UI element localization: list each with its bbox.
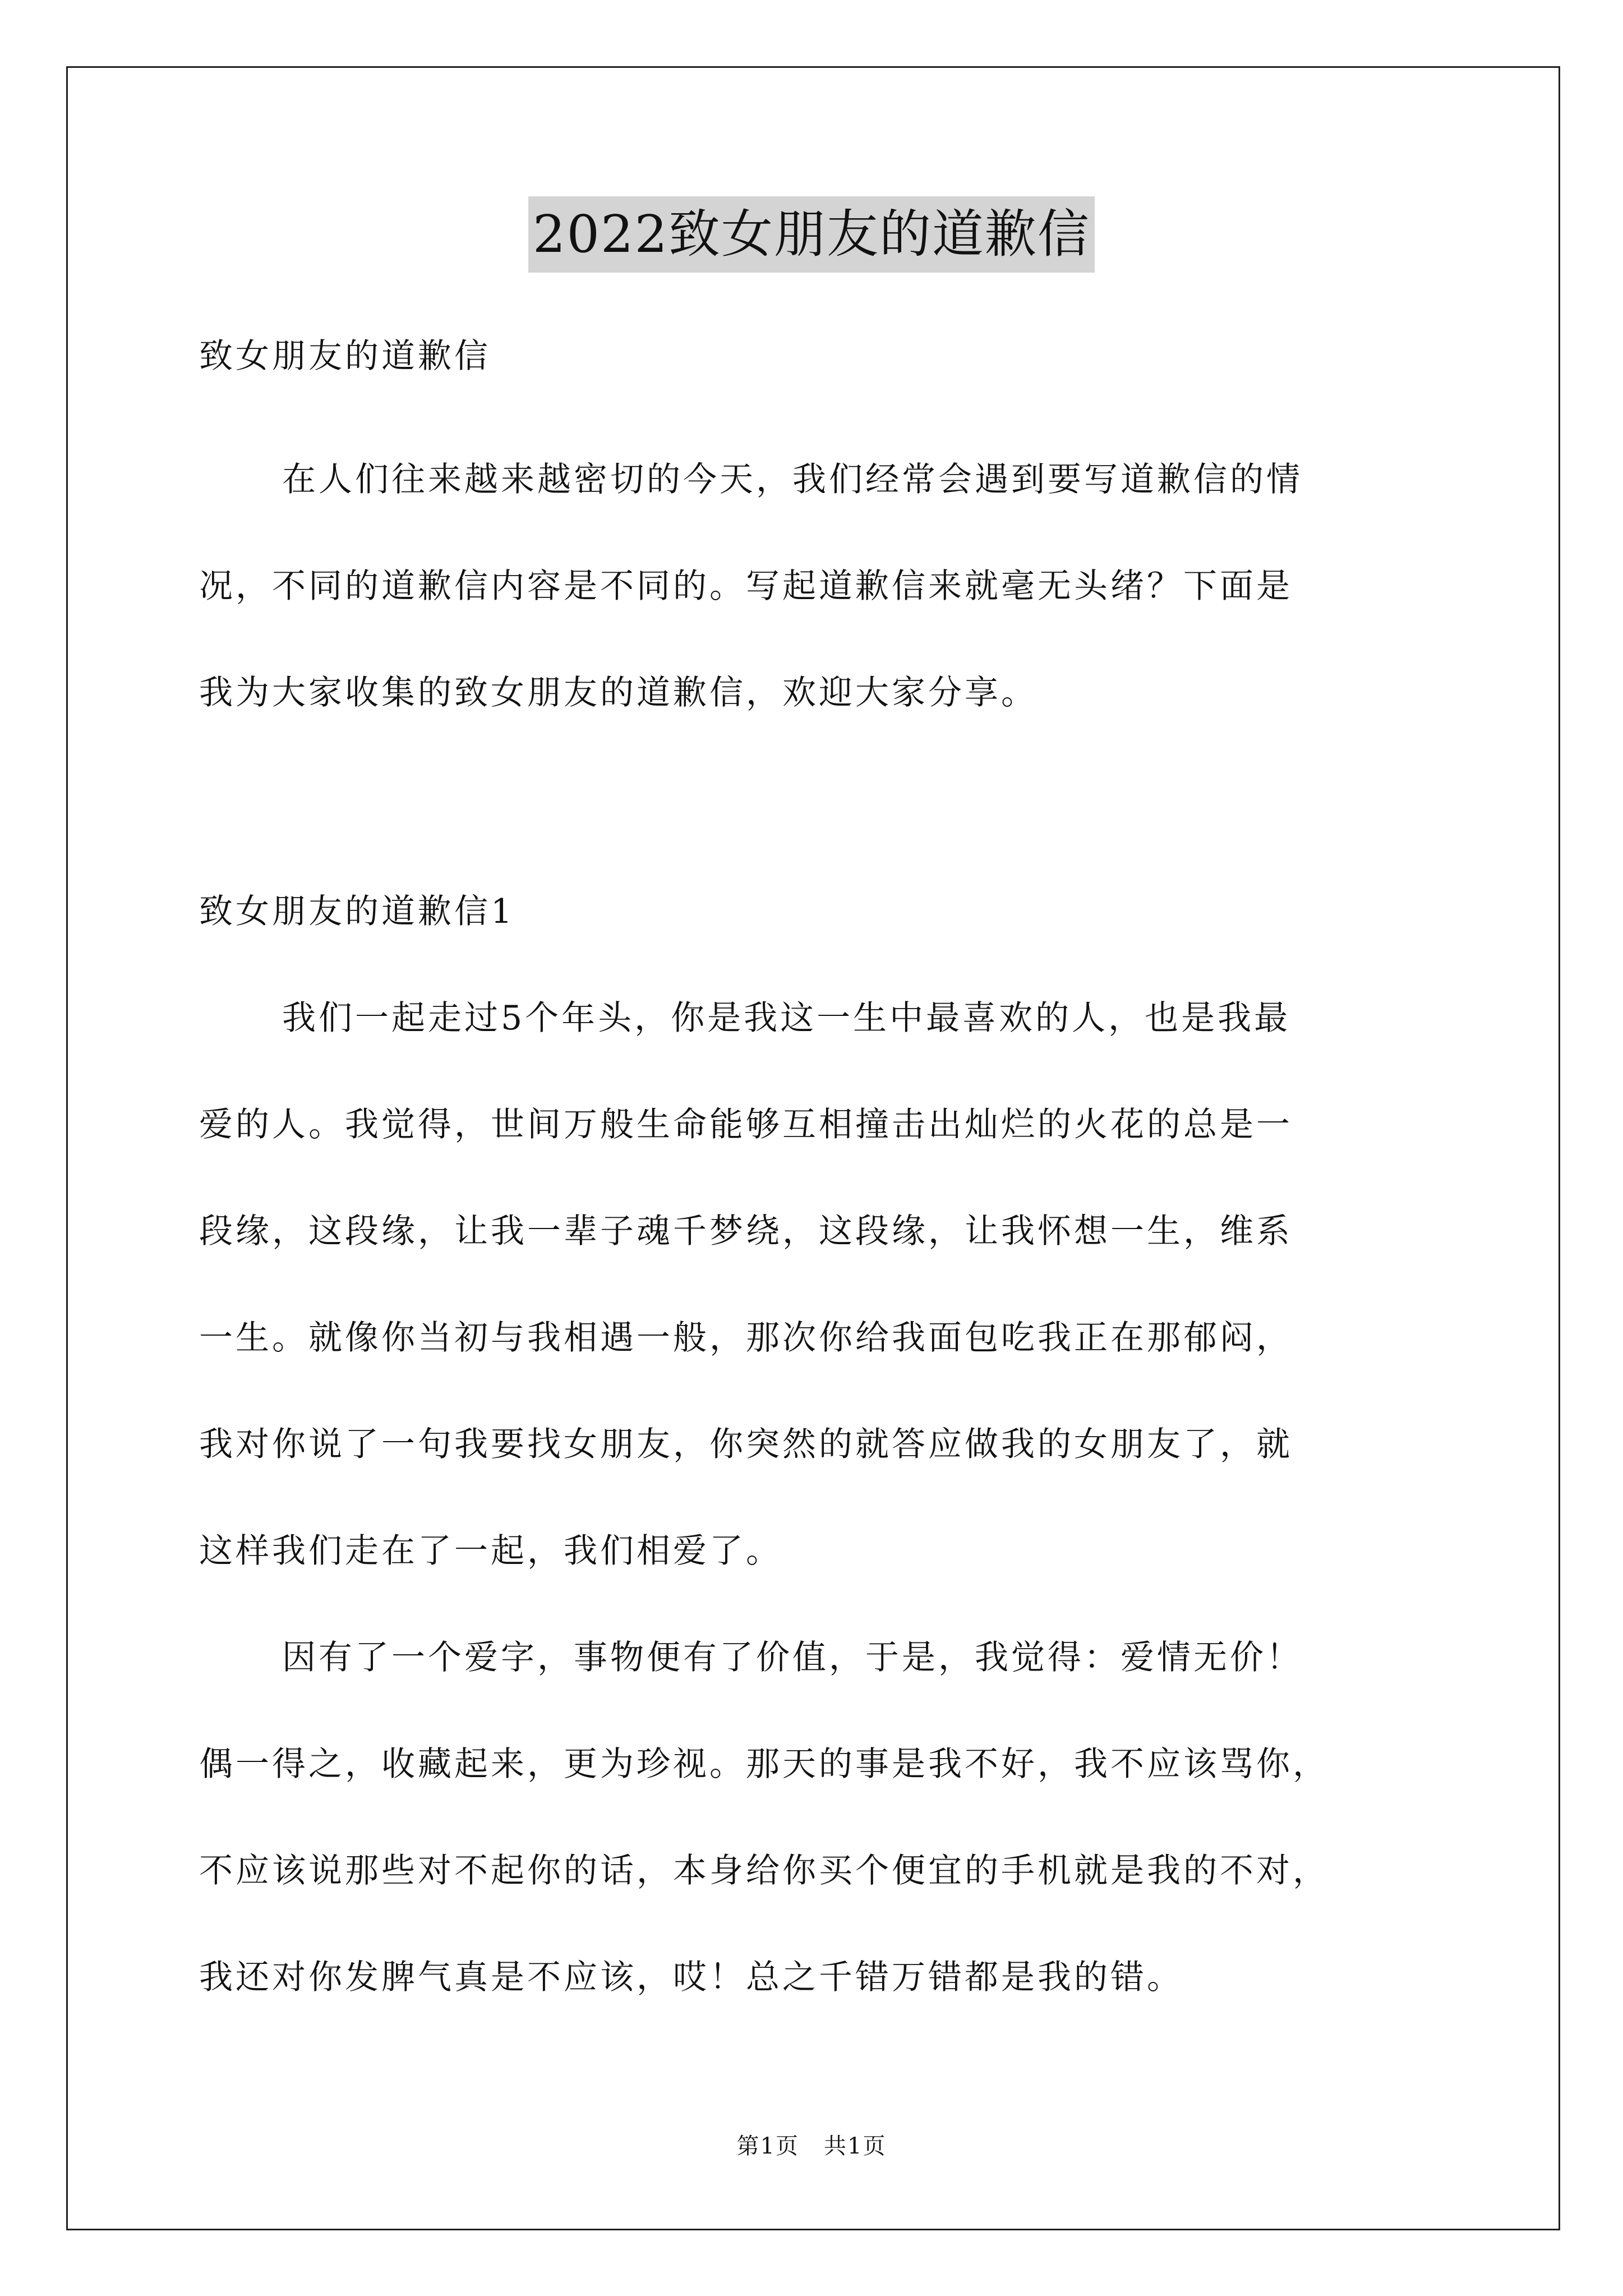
section-heading: 致女朋友的道歉信 bbox=[199, 337, 491, 376]
page-footer bbox=[0, 2131, 1623, 2162]
paragraph-line: 一生。就像你当初与我相遇一般，那次你给我面包吃我正在那郁闷， bbox=[199, 1318, 1293, 1358]
page-border bbox=[66, 66, 1560, 2230]
paragraph-line: 段缘，这段缘，让我一辈子魂千梦绕，这段缘，让我怀想一生，维系 bbox=[199, 1212, 1293, 1251]
paragraph-line: 我还对你发脾气真是不应该，哎！总之千错万错都是我的错。 bbox=[199, 1958, 1183, 1997]
letter-heading: 致女朋友的道歉信1 bbox=[199, 892, 515, 931]
intro-line-1: 在人们往来越来越密切的今天，我们经常会遇到要写道歉信的情 bbox=[282, 460, 1303, 499]
page-number: 第1页 bbox=[736, 2133, 799, 2159]
paragraph-line: 因有了一个爱字，事物便有了价值，于是，我觉得：爱情无价！ bbox=[282, 1638, 1303, 1677]
paragraph-line: 不应该说那些对不起你的话，本身给你买个便宜的手机就是我的不对， bbox=[199, 1851, 1329, 1890]
paragraph-line: 这样我们走在了一起，我们相爱了。 bbox=[199, 1531, 782, 1571]
paragraph-line: 偶一得之，收藏起来，更为珍视。那天的事是我不好，我不应该骂你， bbox=[199, 1745, 1329, 1784]
document-title: 2022致女朋友的道歉信 bbox=[528, 196, 1095, 273]
intro-line-2: 况，不同的道歉信内容是不同的。写起道歉信来就毫无头绪？下面是 bbox=[199, 567, 1293, 606]
page-total: 共1页 bbox=[824, 2133, 887, 2159]
paragraph-line: 我对你说了一句我要找女朋友，你突然的就答应做我的女朋友了，就 bbox=[199, 1425, 1293, 1464]
paragraph-line: 我们一起走过5个年头，你是我这一生中最喜欢的人，也是我最 bbox=[282, 999, 1291, 1038]
paragraph-line: 爱的人。我觉得，世间万般生命能够互相撞击出灿烂的火花的总是一 bbox=[199, 1105, 1293, 1144]
title-container bbox=[0, 196, 1623, 273]
intro-line-3: 我为大家收集的致女朋友的道歉信，欢迎大家分享。 bbox=[199, 673, 1038, 712]
